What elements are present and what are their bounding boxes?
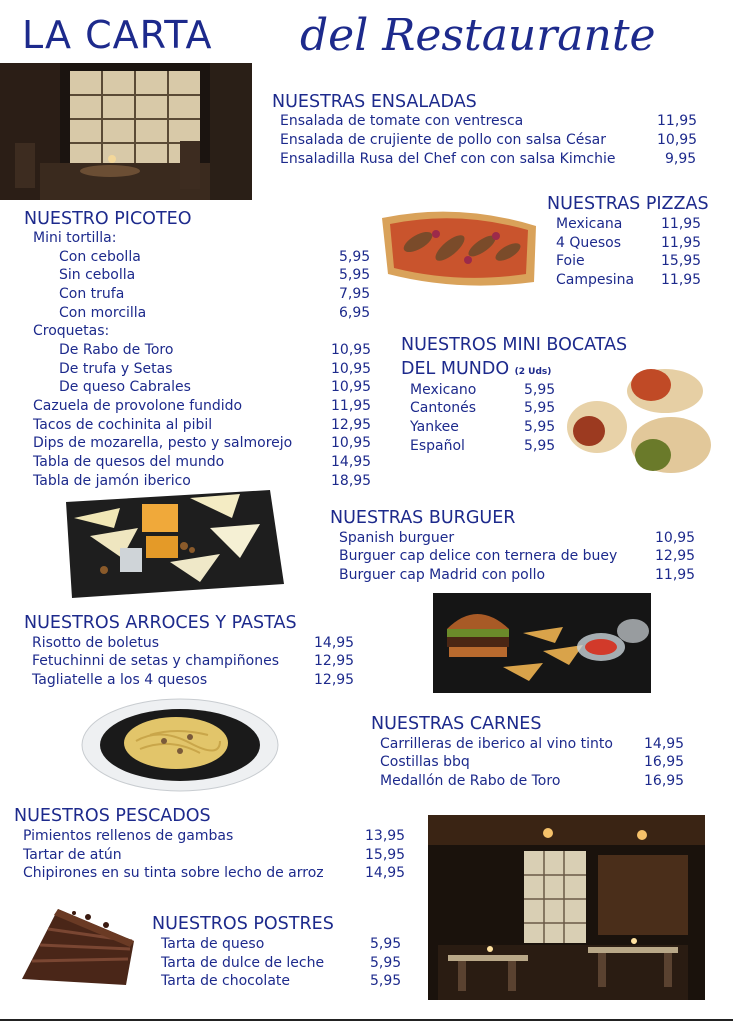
pizza-photo [378,204,540,290]
menu-item-price: 10,95 [331,361,372,377]
section-title-burguer: NUESTRAS BURGUER [330,508,516,528]
menu-item-price: 5,95 [339,249,371,265]
menu-item-price: 11,95 [655,567,696,583]
menu-item-name: Con cebolla [59,249,141,265]
menu-item-name: 4 Quesos [556,235,622,251]
menu-item-price: 9,95 [665,151,697,167]
menu-item-price: 14,95 [365,865,406,881]
menu-item-name: Burguer cap delice con ternera de buey [339,548,618,564]
menu-title: LA CARTA [22,13,213,57]
menu-item-name: De trufa y Setas [59,361,173,377]
menu-item-name: Español [410,438,465,454]
menu-item-price: 5,95 [370,955,402,971]
menu-item-name: Carrilleras de iberico al vino tinto [380,736,613,752]
menu-item-price: 10,95 [331,379,372,395]
menu-item-name: Ensalada de tomate con ventresca [280,113,524,129]
menu-item-price: 14,95 [331,454,372,470]
menu-item-name: Dips de mozarella, pesto y salmorejo [33,435,293,451]
menu-item-price: 10,95 [655,530,696,546]
section-title-ensaladas: NUESTRAS ENSALADAS [272,92,477,112]
menu-item-price: 14,95 [314,635,355,651]
menu-item-name: Fetuchinni de setas y champiñones [32,653,279,669]
pasta-plate-photo [80,697,282,793]
section-title-postres: NUESTROS POSTRES [152,914,334,934]
menu-item-name: Tartar de atún [23,847,122,863]
menu-item-price: 5,95 [524,438,556,454]
menu-item-name: Tabla de quesos del mundo [33,454,225,470]
menu-item-price: 5,95 [370,936,402,952]
burger-photo [433,593,651,693]
menu-item-name: Burguer cap Madrid con pollo [339,567,546,583]
section-title-arroces: NUESTROS ARROCES Y PASTAS [24,613,297,633]
menu-item-name: Pimientos rellenos de gambas [23,828,234,844]
restaurant-window-photo [0,63,252,200]
menu-item-price: 13,95 [365,828,406,844]
menu-item-price: 10,95 [331,435,372,451]
menu-item-price: 12,95 [314,672,355,688]
section-title-pescados: NUESTROS PESCADOS [14,806,211,826]
menu-item-name: Tarta de queso [161,936,265,952]
menu-item-name: Con trufa [59,286,125,302]
menu-item-name: Costillas bbq [380,754,470,770]
menu-item-name: Campesina [556,272,635,288]
menu-item-price: 11,95 [657,113,698,129]
menu-item-price: 12,95 [331,417,372,433]
menu-item-price: 14,95 [644,736,685,752]
menu-item-price: 5,95 [524,382,556,398]
menu-item-price: 11,95 [661,272,702,288]
menu-item-price: 5,95 [524,400,556,416]
menu-item-name: Tagliatelle a los 4 quesos [32,672,208,688]
menu-item-name: Con morcilla [59,305,147,321]
menu-item-name: Medallón de Rabo de Toro [380,773,561,789]
menu-item-price: 5,95 [524,419,556,435]
menu-item-price: 7,95 [339,286,371,302]
menu-item-name: Yankee [410,419,459,435]
menu-item-price: 10,95 [331,342,372,358]
menu-item-name: Mexicano [410,382,477,398]
cheese-board-photo [60,488,286,600]
menu-item-price: 6,95 [339,305,371,321]
menu-item-name: Cazuela de provolone fundido [33,398,243,414]
rolls-photo [567,363,713,478]
menu-subtitle-script: del Restaurante [300,10,656,61]
menu-item-name: Mexicana [556,216,623,232]
menu-item-price: 16,95 [644,754,685,770]
menu-item-name: Tarta de dulce de leche [161,955,325,971]
menu-item-name: Sin cebolla [59,267,136,283]
menu-item-price: 5,95 [370,973,402,989]
section-title-carnes: NUESTRAS CARNES [371,714,542,734]
menu-item-price: 11,95 [331,398,372,414]
menu-item-name: Foie [556,253,585,269]
section-title-picoteo: NUESTRO PICOTEO [24,209,192,229]
menu-item-price: 11,95 [661,235,702,251]
menu-item-name: Ensaladilla Rusa del Chef con con salsa Kimchie [280,151,616,167]
menu-item-name: Cantonés [410,400,477,416]
menu-item-name: De Rabo de Toro [59,342,174,358]
menu-item-price: 11,95 [661,216,702,232]
menu-item-price: 15,95 [661,253,702,269]
menu-item-name: Tabla de jamón iberico [33,473,191,489]
menu-item-name: De queso Cabrales [59,379,191,395]
section-title-bocatas-line2 [401,358,551,383]
quantity-note: (2 Uds) [514,367,552,377]
subgroup-label: Croquetas: [33,323,110,339]
menu-item-price: 10,95 [657,132,698,148]
menu-item-price: 16,95 [644,773,685,789]
section-title-bocatas: NUESTROS MINI BOCATAS [401,335,628,355]
menu-item-price: 15,95 [365,847,406,863]
menu-item-price: 12,95 [655,548,696,564]
section-title-bocatas-text: DEL MUNDO [401,359,510,379]
menu-item-price: 12,95 [314,653,355,669]
menu-item-price: 5,95 [339,267,371,283]
menu-item-name: Spanish burguer [339,530,455,546]
dining-room-photo [428,815,705,1000]
menu-item-name: Risotto de boletus [32,635,160,651]
page-bottom-border [0,1019,733,1021]
subgroup-label: Mini tortilla: [33,230,117,246]
menu-item-name: Tarta de chocolate [161,973,291,989]
section-title-pizzas: NUESTRAS PIZZAS [547,194,709,214]
menu-item-name: Ensalada de crujiente de pollo con salsa César [280,132,606,148]
chocolate-cake-photo [18,905,136,989]
menu-item-name: Chipirones en su tinta sobre lecho de arroz [23,865,324,881]
menu-item-price: 18,95 [331,473,372,489]
menu-item-name: Tacos de cochinita al pibil [33,417,213,433]
